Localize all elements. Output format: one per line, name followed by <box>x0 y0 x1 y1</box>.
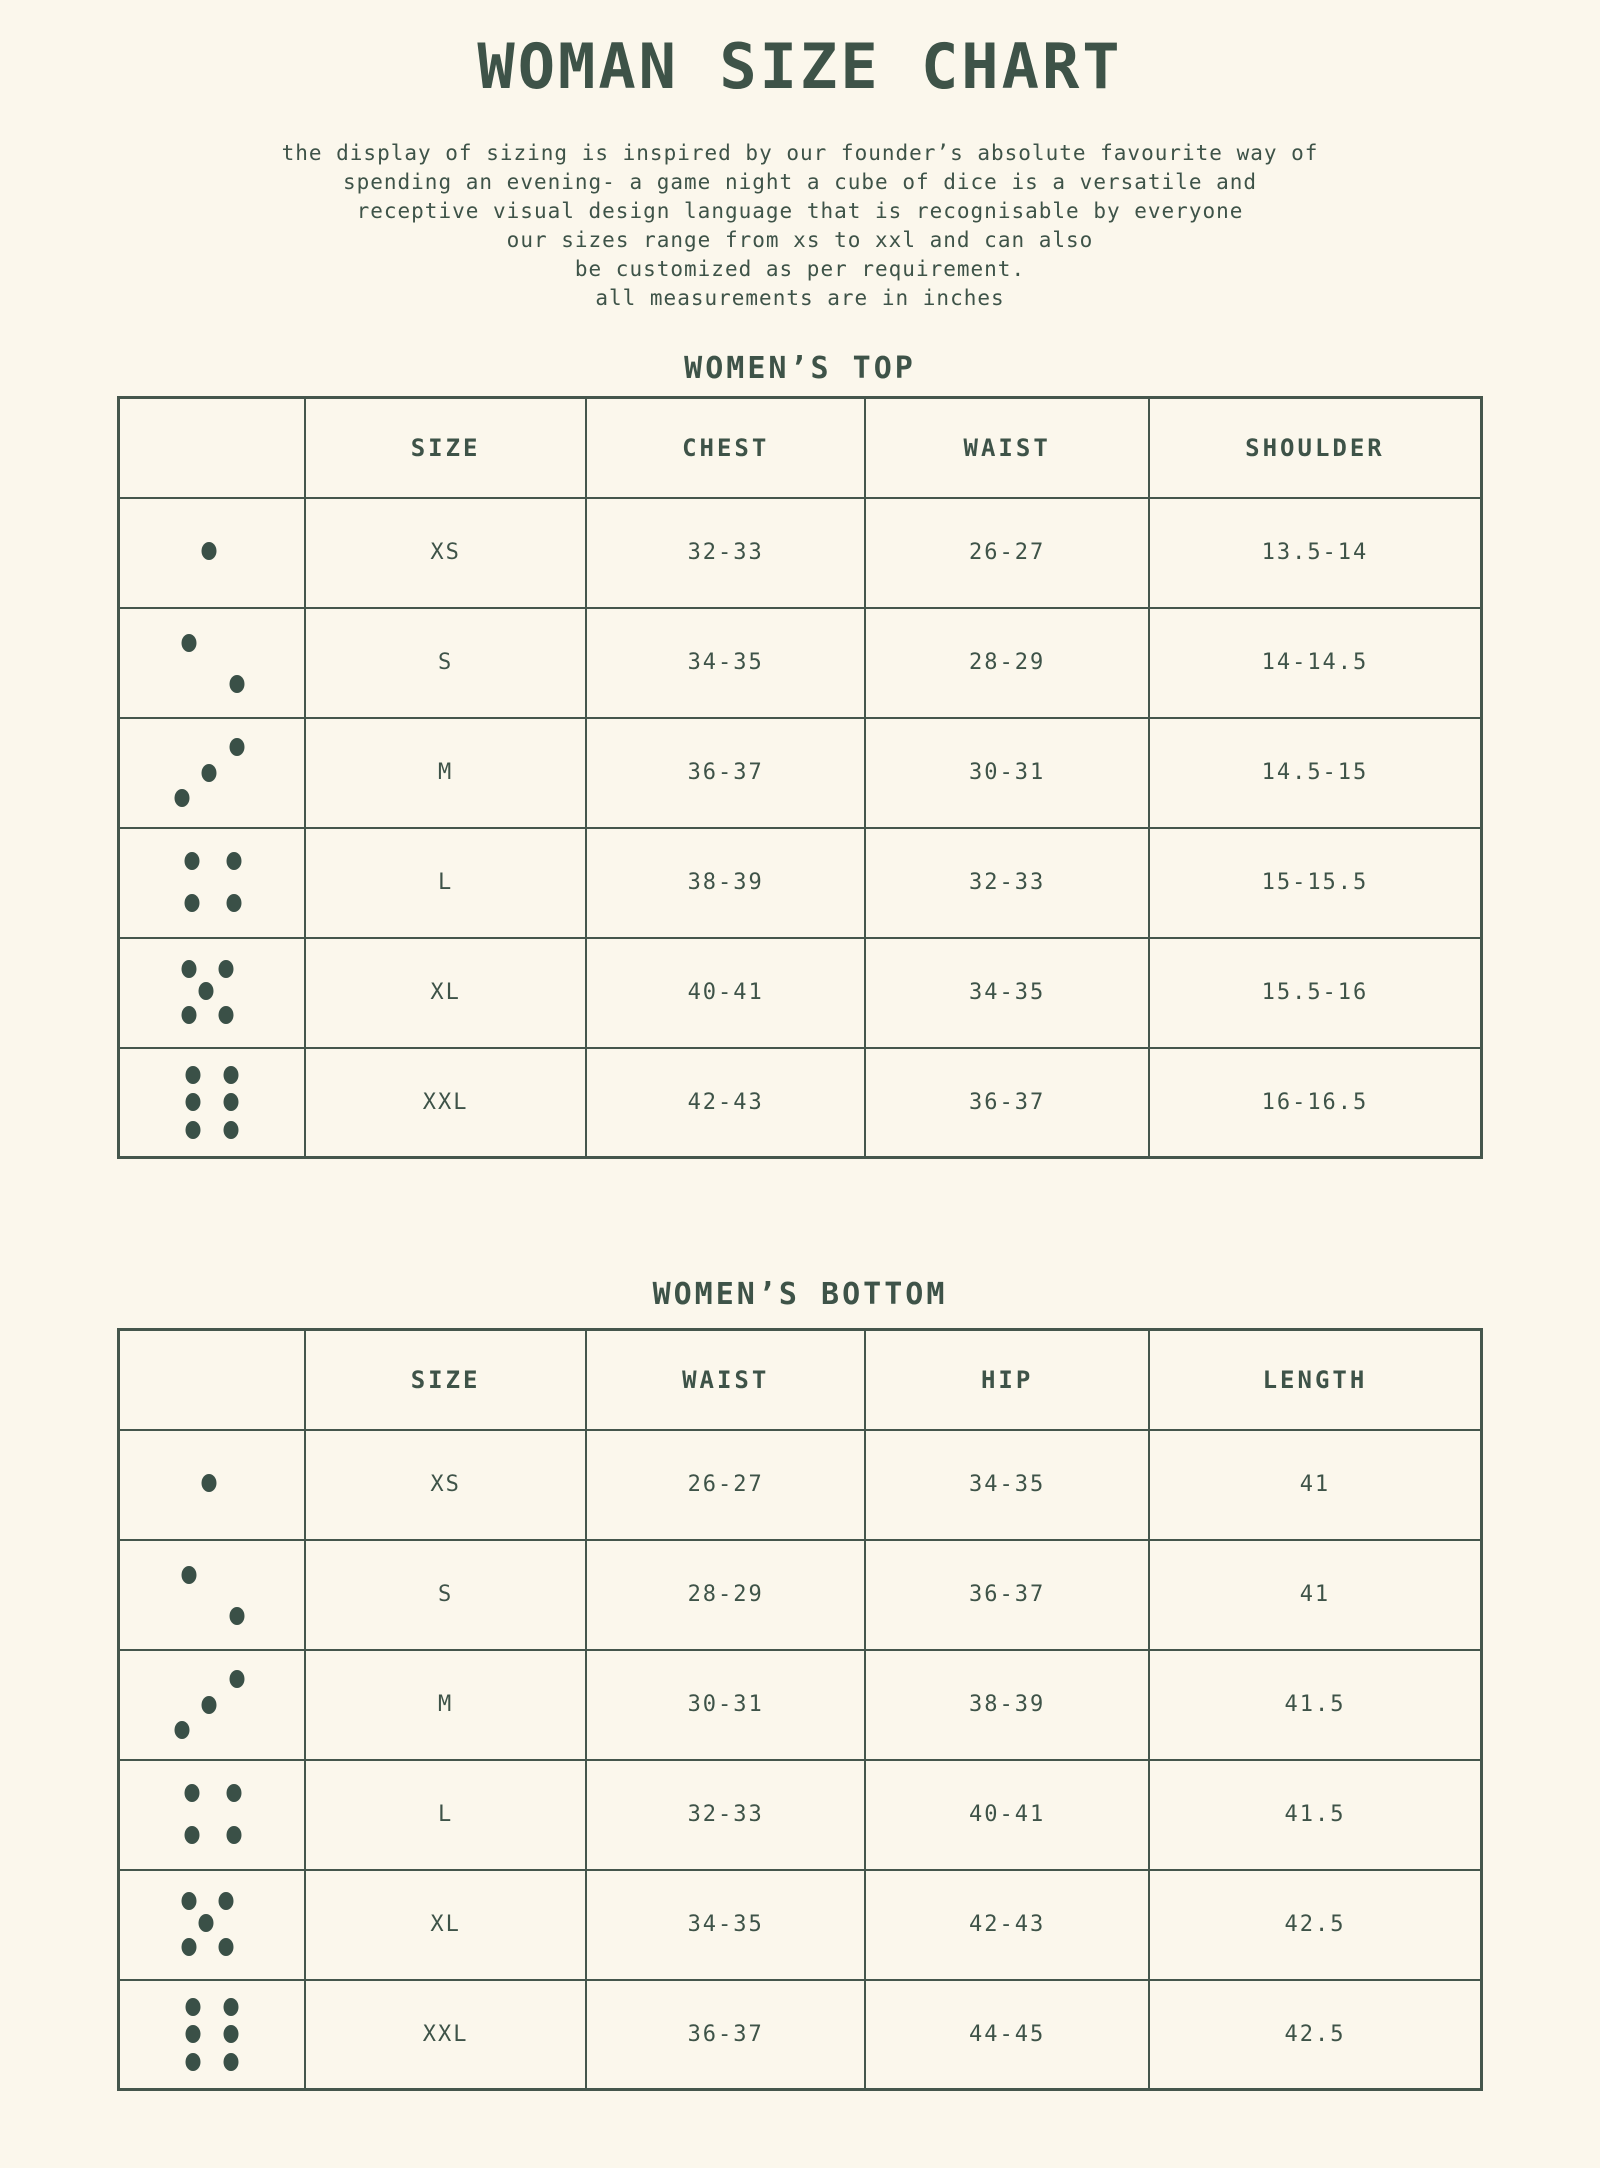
measurement-cell: 42.5 <box>1149 1980 1482 2090</box>
measurement-cell: 26-27 <box>865 498 1149 608</box>
dice-cell <box>119 1980 306 2090</box>
size-label-cell: XL <box>305 938 586 1048</box>
size-label-cell: S <box>305 1540 586 1650</box>
intro-line: all measurements are in inches <box>595 286 1005 311</box>
dice-column-header <box>119 1330 306 1430</box>
size-row-xs <box>119 1430 1482 1540</box>
dice-dot <box>226 1784 241 1802</box>
dice-cell <box>119 1048 306 1158</box>
dice-dot <box>185 1121 200 1139</box>
header-row <box>119 1330 1482 1430</box>
dice-6-icon <box>170 1063 254 1141</box>
dice-3-icon <box>170 1666 254 1744</box>
dice-4-icon <box>170 1776 254 1854</box>
size-label-cell: XXL <box>305 1980 586 2090</box>
measurement-cell: 28-29 <box>865 608 1149 718</box>
dice-dot <box>224 1093 239 1111</box>
womens-bottom-table <box>117 1328 1483 2091</box>
dice-dot <box>181 1938 196 1956</box>
dice-column-header <box>119 398 306 498</box>
measurement-cell: 38-39 <box>586 828 865 938</box>
dice-dot <box>224 1121 239 1139</box>
dice-dot <box>184 852 199 870</box>
dice-dot <box>226 1826 241 1844</box>
measurement-cell: 36-37 <box>865 1540 1149 1650</box>
measurement-cell: 34-35 <box>586 1870 865 1980</box>
dice-dot <box>184 1826 199 1844</box>
size-row-xxl <box>119 1048 1482 1158</box>
dice-cell <box>119 1430 306 1540</box>
measurement-cell: 38-39 <box>865 1650 1149 1760</box>
intro-text <box>0 139 1600 313</box>
dice-dot <box>224 2053 239 2071</box>
size-row-s <box>119 608 1482 718</box>
size-row-l <box>119 828 1482 938</box>
measurement-cell: 40-41 <box>865 1760 1149 1870</box>
dice-dot <box>201 542 216 560</box>
dice-dot <box>184 1784 199 1802</box>
intro-line: our sizes range from xs to xxl and can also <box>506 228 1094 253</box>
measurement-cell: 14-14.5 <box>1149 608 1482 718</box>
dice-cell <box>119 1650 306 1760</box>
intro-line: be customized as per requirement. <box>574 257 1026 282</box>
measurement-cell: 32-33 <box>586 1760 865 1870</box>
dice-dot <box>224 2025 239 2043</box>
dice-1-icon <box>170 1446 254 1524</box>
dice-cell <box>119 938 306 1048</box>
size-label-cell: XXL <box>305 1048 586 1158</box>
size-label-cell: M <box>305 1650 586 1760</box>
size-label-cell: L <box>305 1760 586 1870</box>
dice-dot <box>174 1721 189 1739</box>
dice-dot <box>230 675 245 693</box>
dice-5-icon <box>170 1886 254 1964</box>
dice-cell <box>119 718 306 828</box>
measurement-cell: 41 <box>1149 1430 1482 1540</box>
size-label-cell: S <box>305 608 586 718</box>
dice-dot <box>218 1938 233 1956</box>
size-row-s <box>119 1540 1482 1650</box>
dice-4-icon <box>170 844 254 922</box>
dice-dot <box>185 1066 200 1084</box>
dice-dot <box>182 634 197 652</box>
dice-dot <box>181 960 196 978</box>
dice-6-icon <box>170 1995 254 2073</box>
dice-dot <box>201 1696 216 1714</box>
measurement-cell: 34-35 <box>586 608 865 718</box>
dice-dot <box>230 1607 245 1625</box>
womens-top-heading: WOMEN’S TOP <box>684 351 916 387</box>
dice-dot <box>199 982 214 1000</box>
size-label-cell: L <box>305 828 586 938</box>
dice-cell <box>119 1540 306 1650</box>
size-row-xl <box>119 1870 1482 1980</box>
measurement-cell: 13.5-14 <box>1149 498 1482 608</box>
measurement-cell: 42-43 <box>865 1870 1149 1980</box>
dice-dot <box>199 1914 214 1932</box>
column-header-size: SIZE <box>305 398 586 498</box>
measurement-cell: 15-15.5 <box>1149 828 1482 938</box>
measurement-cell: 36-37 <box>865 1048 1149 1158</box>
page-title: WOMAN SIZE CHART <box>477 30 1123 103</box>
dice-dot <box>226 894 241 912</box>
measurement-cell: 32-33 <box>586 498 865 608</box>
dice-cell <box>119 608 306 718</box>
size-label-cell: XS <box>305 498 586 608</box>
dice-dot <box>201 1474 216 1492</box>
dice-dot <box>230 738 245 756</box>
measurement-cell: 41.5 <box>1149 1760 1482 1870</box>
size-row-xl <box>119 938 1482 1048</box>
measurement-cell: 30-31 <box>586 1650 865 1760</box>
size-label-cell: XL <box>305 1870 586 1980</box>
measurement-cell: 41 <box>1149 1540 1482 1650</box>
womens-bottom-section <box>0 1277 1600 2091</box>
size-row-xxl <box>119 1980 1482 2090</box>
dice-2-icon <box>170 624 254 702</box>
dice-dot <box>218 1006 233 1024</box>
size-row-xs <box>119 498 1482 608</box>
dice-dot <box>185 1998 200 2016</box>
column-header-shoulder: SHOULDER <box>1149 398 1482 498</box>
intro-line: spending an evening- a game night a cube of dice is a versatile and <box>342 170 1258 195</box>
measurement-cell: 16-16.5 <box>1149 1048 1482 1158</box>
size-label-cell: M <box>305 718 586 828</box>
size-row-m <box>119 718 1482 828</box>
column-header-hip: HIP <box>865 1330 1149 1430</box>
dice-5-icon <box>170 954 254 1032</box>
dice-dot <box>182 1566 197 1584</box>
dice-dot <box>185 2053 200 2071</box>
dice-cell <box>119 498 306 608</box>
size-row-m <box>119 1650 1482 1760</box>
size-label-cell: XS <box>305 1430 586 1540</box>
dice-dot <box>226 852 241 870</box>
dice-cell <box>119 1870 306 1980</box>
measurement-cell: 40-41 <box>586 938 865 1048</box>
measurement-cell: 34-35 <box>865 938 1149 1048</box>
dice-dot <box>174 789 189 807</box>
dice-dot <box>230 1670 245 1688</box>
dice-dot <box>185 2025 200 2043</box>
column-header-waist: WAIST <box>586 1330 865 1430</box>
dice-dot <box>181 1892 196 1910</box>
measurement-cell: 42-43 <box>586 1048 865 1158</box>
measurement-cell: 41.5 <box>1149 1650 1482 1760</box>
intro-line: receptive visual design language that is recognisable by everyone <box>356 199 1244 224</box>
dice-cell <box>119 1760 306 1870</box>
dice-dot <box>218 1892 233 1910</box>
measurement-cell: 30-31 <box>865 718 1149 828</box>
column-header-length: LENGTH <box>1149 1330 1482 1430</box>
size-row-l <box>119 1760 1482 1870</box>
womens-bottom-heading: WOMEN’S BOTTOM <box>652 1277 948 1313</box>
measurement-cell: 14.5-15 <box>1149 718 1482 828</box>
womens-top-section <box>0 351 1600 1159</box>
dice-dot <box>184 894 199 912</box>
column-header-size: SIZE <box>305 1330 586 1430</box>
dice-1-icon <box>170 514 254 592</box>
column-header-waist: WAIST <box>865 398 1149 498</box>
dice-dot <box>181 1006 196 1024</box>
header-row <box>119 398 1482 498</box>
measurement-cell: 26-27 <box>586 1430 865 1540</box>
dice-3-icon <box>170 734 254 812</box>
dice-2-icon <box>170 1556 254 1634</box>
intro-line: the display of sizing is inspired by our founder’s absolute favourite way of <box>281 141 1319 166</box>
column-header-chest: CHEST <box>586 398 865 498</box>
measurement-cell: 36-37 <box>586 718 865 828</box>
measurement-cell: 28-29 <box>586 1540 865 1650</box>
dice-dot <box>201 764 216 782</box>
dice-cell <box>119 828 306 938</box>
measurement-cell: 42.5 <box>1149 1870 1482 1980</box>
dice-dot <box>185 1093 200 1111</box>
measurement-cell: 36-37 <box>586 1980 865 2090</box>
measurement-cell: 32-33 <box>865 828 1149 938</box>
measurement-cell: 34-35 <box>865 1430 1149 1540</box>
womens-top-table <box>117 396 1483 1159</box>
dice-dot <box>224 1066 239 1084</box>
measurement-cell: 15.5-16 <box>1149 938 1482 1048</box>
measurement-cell: 44-45 <box>865 1980 1149 2090</box>
dice-dot <box>218 960 233 978</box>
dice-dot <box>224 1998 239 2016</box>
